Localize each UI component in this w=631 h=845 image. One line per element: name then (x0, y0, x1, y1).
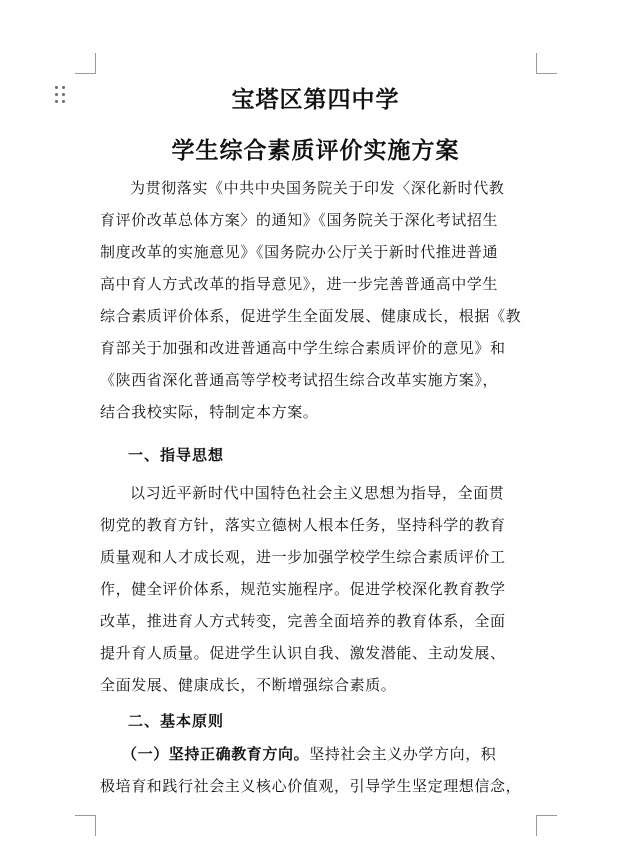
paragraph-line: 《陕西省深化普通高等学校考试招生综合改革实施方案》， (100, 371, 499, 389)
paragraph-line: 制度改革的实施意见》《国务院办公厅关于新时代推进普通 (100, 243, 499, 261)
paragraph-line: 全面发展、健康成长，不断增强综合素质。 (100, 676, 397, 694)
page-corner-mark (536, 815, 557, 836)
paragraph-line: 极培育和践行社会主义核心价值观，引导学生坚定理想信念， (100, 777, 522, 795)
document-title: 宝塔区第四中学 (231, 87, 400, 113)
paragraph-line: 质量观和人才成长观，进一步加强学校学生综合素质评价工 (100, 548, 506, 566)
page-corner-mark (75, 53, 96, 74)
paragraph-line: 育评价改革总体方案〉的通知》《国务院关于深化考试招生 (100, 211, 499, 229)
paragraph-line: 为贯彻落实《中共中央国务院关于印发〈深化新时代教 (130, 179, 505, 197)
section-heading: 二、基本原则 (128, 712, 225, 730)
page-corner-mark (75, 815, 96, 836)
paragraph-line: 高中育人方式改革的指导意见》，进一步完善普通高中学生 (100, 275, 499, 293)
paragraph-line: 结合我校实际，特制定本方案。 (100, 403, 319, 421)
paragraph-line (122, 743, 562, 765)
section-heading: 一、指导思想 (128, 446, 225, 464)
paragraph-line: 作，健全评价体系，规范实施程序。促进学校深化教育教学 (100, 580, 506, 598)
paragraph-line: 以习近平新时代中国特色社会主义思想为指导，全面贯 (130, 484, 505, 502)
paragraph-line: 提升育人质量。促进学生认识自我、激发潜能、主动发展、 (100, 644, 506, 662)
paragraph-line: 综合素质评价体系，促进学生全面发展、健康成长，根据《教 (100, 307, 522, 325)
paragraph-line: 育部关于加强和改进普通高中学生综合素质评价的意见》和 (100, 339, 506, 357)
principle-title: （一）坚持正确教育方向。 (122, 745, 310, 763)
document-subtitle: 学生综合素质评价实施方案 (171, 138, 460, 164)
paragraph-line: 彻党的教育方针，落实立德树人根本任务，坚持科学的教育 (100, 516, 506, 534)
principle-text: 坚持社会主义办学方向，积 (309, 745, 497, 763)
paragraph-line: 改革，推进育人方式转变，完善全面培养的教育体系，全面 (100, 612, 506, 630)
page-corner-mark (536, 53, 557, 74)
